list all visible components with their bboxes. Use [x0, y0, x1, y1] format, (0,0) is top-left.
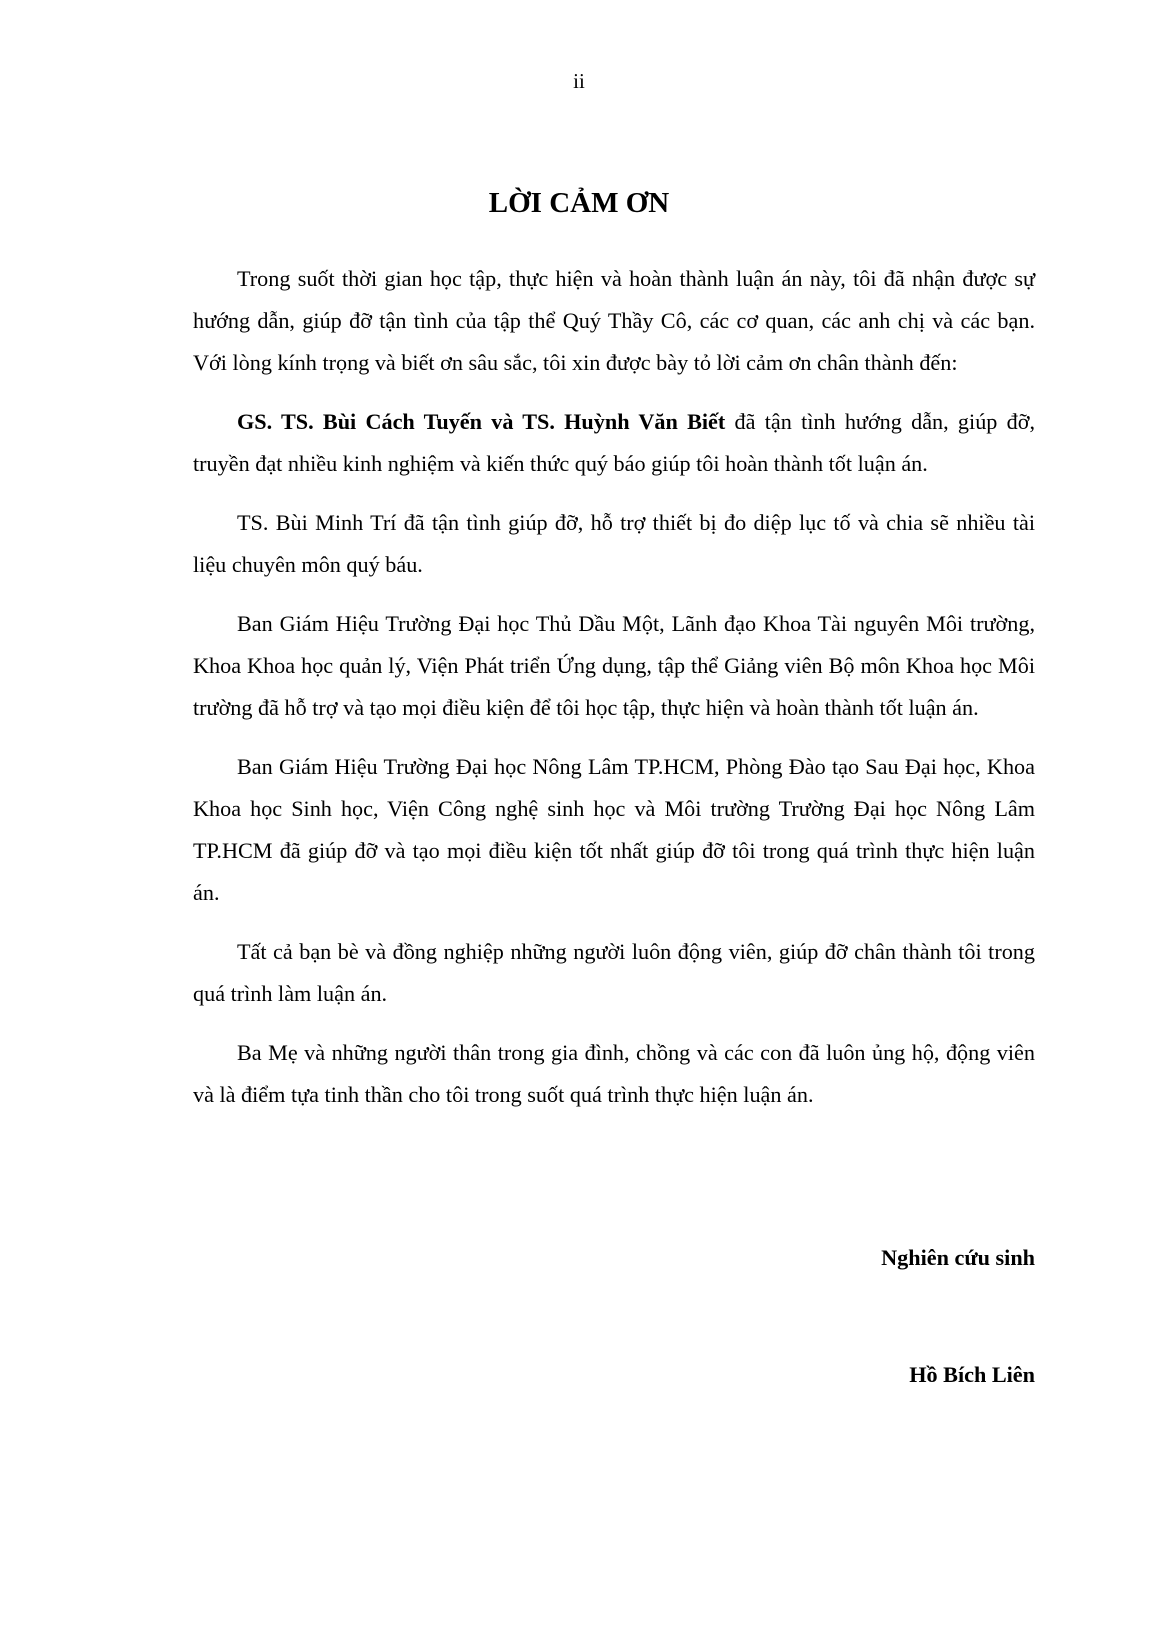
- paragraph-text: TS. Bùi Minh Trí đã tận tình giúp đỡ, hỗ trợ thiết bị đo diệp lục tố và chia sẽ nhiều tài liệu chuyên môn quý báu.: [193, 510, 1035, 577]
- paragraph-text: Trong suốt thời gian học tập, thực hiện và hoàn thành luận án này, tôi đã nhận được sự hướng dẫn, giúp đỡ tận tình của tập thể Quý Thầy Cô, các cơ quan, các anh chị và các bạn. Với lòng kính trọng và biết ơn sâu sắc, tôi xin được bày tỏ lời cảm ơn chân thành đến:: [193, 266, 1035, 375]
- signature-role: Nghiên cứu sinh: [881, 1245, 1035, 1270]
- signature-name: Hồ Bích Liên: [909, 1362, 1035, 1387]
- paragraph-friends: [193, 931, 1035, 1015]
- page-title: LỜI CẢM ƠN: [488, 187, 670, 219]
- paragraph-text: Ban Giám Hiệu Trường Đại học Nông Lâm TP.HCM, Phòng Đào tạo Sau Đại học, Khoa Khoa học Sinh học, Viện Công nghệ sinh học và Môi trường Trường Đại học Nông Lâm TP.HCM đã giúp đỡ và tạo mọi điều kiện tốt nhất giúp đỡ tôi trong quá trình thực hiện luận án.: [193, 754, 1035, 905]
- paragraph-text: Tất cả bạn bè và đồng nghiệp những người luôn động viên, giúp đỡ chân thành tôi trong quá trình làm luận án.: [193, 939, 1035, 1006]
- paragraph-text: Ban Giám Hiệu Trường Đại học Thủ Dầu Một, Lãnh đạo Khoa Tài nguyên Môi trường, Khoa Khoa học quản lý, Viện Phát triển Ứng dụng, tập thể Giảng viên Bộ môn Khoa học Môi trường đã hỗ trợ và tạo mọi điều kiện để tôi học tập, thực hiện và hoàn thành tốt luận án.: [193, 611, 1035, 720]
- page-number: ii: [573, 69, 585, 93]
- acknowledgement-body: [193, 258, 1035, 1133]
- paragraph-nlu: [193, 746, 1035, 914]
- paragraph-text: Ba Mẹ và những người thân trong gia đình, chồng và các con đã luôn ủng hộ, động viên và là điểm tựa tinh thần cho tôi trong suốt quá trình thực hiện luận án.: [193, 1040, 1035, 1107]
- paragraph-intro: [193, 258, 1035, 384]
- paragraph-supervisors: [193, 401, 1035, 485]
- paragraph-tdmu: [193, 603, 1035, 729]
- paragraph-text: đã tận tình hướng dẫn, giúp đỡ, truyền đạt nhiều kinh nghiệm và kiến thức quý báo giúp tôi hoàn thành tốt luận án.: [193, 409, 1035, 476]
- supervisor-names: GS. TS. Bùi Cách Tuyến và TS. Huỳnh Văn Biết: [237, 409, 726, 434]
- paragraph-family: [193, 1032, 1035, 1116]
- paragraph-advisor: [193, 502, 1035, 586]
